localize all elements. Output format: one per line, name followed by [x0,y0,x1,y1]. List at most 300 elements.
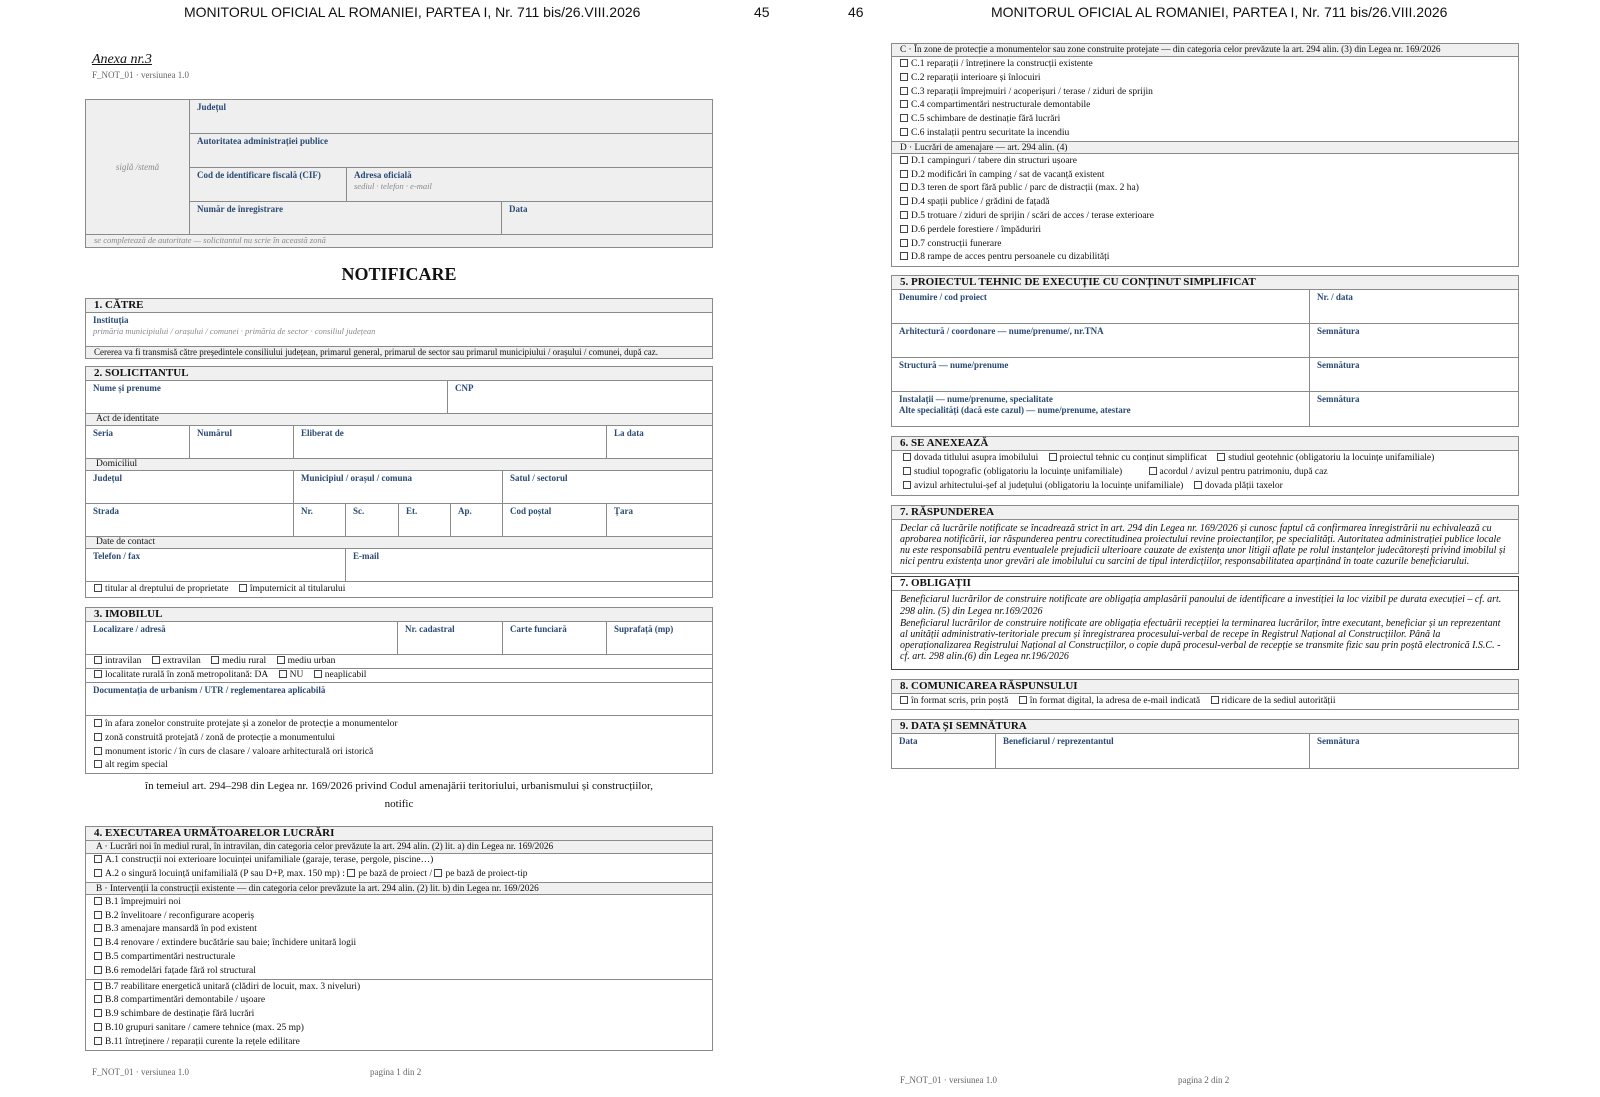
section-5-project [891,275,1519,427]
logo-placeholder: siglă /stemă [115,162,160,172]
item-label: D.5 trotuare / ziduri de sprijin / scări de acces / terase exterioare [911,210,1154,221]
installations-field[interactable] [892,392,1310,426]
cif-label: Cod de identificare fiscală (CIF) [197,170,321,180]
architecture-signature-field[interactable] [1310,324,1518,357]
urbanism-doc-field[interactable] [86,683,712,716]
street-field[interactable] [86,504,294,536]
checkbox[interactable] [1217,453,1225,461]
id-doc-subheader: Act de identitate [86,414,712,426]
checkbox[interactable] [900,211,908,219]
footer-1-page: pagina 1 din 2 [370,1067,422,1077]
checkbox[interactable] [94,1009,102,1017]
checkbox[interactable] [94,670,102,678]
section-1-title: 1. CĂTRE [86,299,712,313]
option-metro-na[interactable] [314,670,367,680]
item-b9[interactable] [86,1008,712,1022]
section-8-title: 8. COMUNICAREA RĂSPUNSULUI [892,680,1518,694]
item-label: D.2 modificări în camping / sat de vacanță existent [911,169,1105,180]
annex-title: Anexa nr.3 [92,52,152,67]
option-intravilan[interactable] [94,656,141,666]
signature-field[interactable] [1310,734,1518,768]
group-b-list-2 [86,980,712,1050]
authority-note: se completează de autoritate — solicitantul nu scrie în această zonă [94,235,326,245]
name-label: Nume și prenume [93,383,161,393]
item-label: C.1 reparații / întreținere la construcții existente [911,59,1093,69]
cnp-field[interactable] [448,381,712,413]
zone-option-3[interactable] [86,746,712,760]
option-owner[interactable] [94,584,228,594]
id-series-field[interactable] [86,426,190,458]
option-label: monument istoric / în curs de clasare / valoare arhitecturală ori istorică [105,746,374,757]
checkbox[interactable] [900,696,908,704]
institution-placeholder: primăria municipiului / orașului / comunei · primăria de sector · consiliul județean [93,326,376,336]
item-label: D.6 perdele forestiere / împăduriri [911,224,1042,235]
comm-post[interactable] [900,696,1008,706]
area-label: Suprafață (mp) [614,624,674,634]
item-label: B.1 împrejmuiri noi [105,896,181,907]
registration-date-field[interactable] [502,202,712,234]
checkbox[interactable] [279,670,287,678]
option-label: în afara zonelor construite protejate și a zonelor de protecție a monumentelor [105,719,398,729]
id-date-field[interactable] [607,426,712,458]
option-label: mediu urban [287,656,336,666]
email-field[interactable] [346,549,712,581]
architecture-field[interactable] [892,324,1310,357]
option-label: NU [289,670,304,680]
item-label: D.3 teren de sport fără public / parc de distracții (max. 2 ha) [911,183,1139,194]
structure-label: Structură — nume/prenume [899,360,1009,371]
page-1 [85,52,713,1051]
dom-judet-label: Județul [93,473,123,483]
comm-pickup[interactable] [1211,696,1336,706]
checkbox[interactable] [211,656,219,664]
institution-field[interactable] [86,313,712,347]
street-et-label: Et. [406,506,418,516]
dom-municipiu-label: Municipiul / orașul / comuna [301,473,413,483]
item-label: C.6 instalații pentru securitate la incendiu [911,127,1070,138]
checkbox[interactable] [900,128,908,136]
checkbox[interactable] [900,239,908,247]
cadastral-label: Nr. cadastral [405,624,455,634]
checkbox[interactable] [94,1023,102,1031]
email-label: E-mail [353,551,379,561]
checkbox[interactable] [94,656,102,664]
section-7-title: 7. RĂSPUNDEREA [892,506,1518,520]
section-9-title: 9. DATA ȘI SEMNĂTURA [892,720,1518,734]
document-title: NOTIFICARE [341,264,457,284]
item-label: D.7 construcții funerare [911,238,1002,249]
group-b-list-1 [86,895,712,980]
annex-row-3 [895,480,1518,494]
option-label: intravilan [105,656,142,666]
checkbox[interactable] [900,156,908,164]
option-label: dovada plății taxelor [1204,480,1283,491]
option-label: studiul topografic (obligatoriu la locuințe unifamiliale) [914,466,1123,477]
option-label: extravilan [162,656,201,666]
checkbox[interactable] [900,100,908,108]
checkbox[interactable] [903,467,911,475]
notify-word: notific [384,798,414,811]
group-c-header: C · În zone de protecție a monumentelor sau zone construite protejate — din categoria celor prevăzute la art. 294 alin. (3) din Legea nr. 169/2026 [892,44,1518,57]
item-a2[interactable]: A.2 o singură locuință unifamilială (P sau D+P, max. 150 mp) : pe bază de proiect / pe bază de proiect-tip [86,868,712,882]
checkbox[interactable] [900,170,908,178]
area-field[interactable] [607,622,712,654]
page-number-right: 46 [848,4,864,20]
structure-field[interactable] [892,358,1310,391]
domicile-subheader: Domiciliul [86,459,712,471]
checkbox[interactable] [900,225,908,233]
cadastral-field[interactable] [398,622,503,654]
option-metro-nu[interactable] [279,670,304,680]
item-label: B.7 reabilitare energetică unitară (clădiri de locuit, max. 3 niveluri) [105,981,361,992]
item-label: B.2 învelitoare / reconfigurare acoperiș [105,910,255,921]
section-2-solicitant [85,366,713,598]
authority-judet-label: Județul [197,102,227,112]
header-right: MONITORUL OFICIAL AL ROMANIEI, PARTEA I, Nr. 711 bis/26.VIII.2026 [991,4,1448,20]
phone-label: Telefon / fax [93,551,141,561]
option-label: avizul arhitectului-șef al județului (obligatoriu la locuințe unifamiliale) [914,480,1184,491]
item-label: B.5 compartimentări nestructurale [105,951,236,962]
checkbox[interactable] [347,869,355,877]
street-ap-field[interactable] [451,504,503,536]
group-b-header: B · Intervenții la construcții existente — din categoria celor prevăzute la art. 294 alin. (2) lit. b) din Legea nr. 169/2026 [86,882,712,895]
checkbox[interactable] [94,952,102,960]
checkbox[interactable] [434,869,442,877]
item-d2[interactable] [892,169,1518,183]
annex-row-1 [895,452,1518,466]
section-3-title: 3. IMOBILUL [86,608,712,622]
checkbox[interactable] [94,982,102,990]
other-specialties-label: Alte specialități (dacă este cazul) — nume/prenume, atestare [899,405,1131,416]
checkbox[interactable] [900,87,908,95]
item-label: B.11 întreținere / reparații curente la rețele edilitare [105,1036,300,1047]
zone-option-2[interactable] [86,732,712,746]
group-c-list [892,57,1518,141]
item-label: D.8 rampe de acces pentru persoanele cu dizabilități [911,252,1110,263]
project-number-field[interactable] [1310,290,1518,323]
checkbox[interactable] [94,966,102,974]
checkbox[interactable] [1049,453,1057,461]
item-b10[interactable] [86,1022,712,1036]
checkbox[interactable] [900,114,908,122]
section-6-annexes [891,436,1519,495]
authority-admin-label: Autoritatea administrației publice [197,136,328,146]
signature-date-field[interactable] [892,734,996,768]
legal-basis: în temeiul art. 294–298 din Legea nr. 169/2026 privind Codul amenajării teritoriului, urbanismului și construcțiilor, [145,780,653,793]
item-b1[interactable] [86,896,712,910]
section-2-title: 2. SOLICITANTUL [86,367,712,381]
obligations-text-1: Beneficiarul lucrărilor de construire notificate are obligația amplasării panoului de identificare a investiției la loc vizibil pe durata execuției – cf. art. 298 alin. (5) din Legea nr.169/2026 [900,594,1502,617]
footer-1-code: F_NOT_01 · versiunea 1.0 [92,1067,189,1077]
country-field[interactable] [607,504,712,536]
item-label: A.2 o singură locuință unifamilială (P sau D+P, max. 150 mp) : [105,868,345,879]
street-sc-label: Sc. [353,506,365,516]
option-label: dovada titlului asupra imobilului [914,453,1039,464]
annex-heritage[interactable] [1149,467,1328,477]
section-8-communication [891,679,1519,710]
section-6-title: 6. SE ANEXEAZĂ [892,437,1518,451]
section-4-lucrari [85,826,713,1050]
option-metro-da[interactable] [94,670,268,680]
option-owner-label: titular al dreptului de proprietate [105,584,229,594]
item-label: pe bază de proiect-tip [445,868,528,879]
checkbox[interactable] [94,760,102,768]
section-7-responsibility [891,505,1519,575]
item-label: B.10 grupuri sanitare / camere tehnice (max. 25 mp) [105,1022,304,1033]
location-label: Localizare / adresă [93,624,166,634]
item-b5[interactable] [86,951,712,965]
obligations-text-2: Beneficiarul lucrărilor de construire notificate are obligația efectuării recepției la terminarea lucrărilor, între executant, beneficiar și un reprezentant al unității administrativ-teritoriale precum și înregistrarea procesului-verbal de recepe în Registrul Național al Construcțiilor. Până la operaționalizarea Registrului Național al Construcțiilor, o copie după procesul-verbal de recepție se transmite fizic sau prin poștă electronică I.S.C. - cf. art. 298 alin.(6) din Legea nr.196/2026 [900,617,1501,663]
checkbox[interactable] [900,59,908,67]
item-label: C.2 reparații interioare și înlocuiri [911,72,1041,83]
annex-title-proof[interactable] [903,453,1038,463]
option-label: în format digital, la adresa de e-mail indicată [1029,695,1201,706]
project-number-label: Nr. / data [1317,292,1353,303]
checkbox[interactable] [94,897,102,905]
checkbox[interactable] [900,252,908,260]
item-label: D.4 spații publice / grădini de fațadă [911,197,1050,208]
page-number-left: 45 [754,4,770,20]
item-d4[interactable] [892,196,1518,210]
item-label: B.4 renovare / extindere bucătărie sau baie; închidere unitară logii [105,938,357,949]
registration-number-field[interactable] [190,202,502,234]
item-d3[interactable] [892,182,1518,196]
form-code: F_NOT_01 · versiunea 1.0 [92,70,189,80]
street-sc-field[interactable] [346,504,399,536]
id-issuer-label: Eliberat de [301,428,344,438]
signature-date-label: Data [899,735,918,746]
street-ap-label: Ap. [458,506,472,516]
section-4-continued [891,43,1519,267]
header-left: MONITORUL OFICIAL AL ROMANIEI, PARTEA I, Nr. 711 bis/26.VIII.2026 [184,4,641,20]
checkbox[interactable] [1019,696,1027,704]
group-a-header: A · Lucrări noi în mediul rural, în intravilan, din categoria celor prevăzute la art. 294 alin. (2) lit. a) din Legea nr. 169/2026 [86,841,712,854]
dom-municipiu-field[interactable] [294,471,503,503]
item-b3[interactable] [86,923,712,937]
item-c3[interactable] [892,86,1518,100]
urbanism-doc-label: Documentația de urbanism / UTR / reglementarea aplicabilă [93,685,326,695]
item-d5[interactable] [892,210,1518,224]
checkbox[interactable] [900,73,908,81]
project-name-field[interactable] [892,290,1310,323]
architecture-signature-label: Semnătura [1317,326,1360,337]
checkbox[interactable] [903,481,911,489]
item-label: D.1 campinguri / tabere din structuri ușoare [911,155,1077,166]
item-c4[interactable] [892,99,1518,113]
footer-2-code: F_NOT_01 · versiunea 1.0 [900,1075,997,1085]
id-number-field[interactable] [190,426,294,458]
checkbox[interactable] [94,869,102,877]
zone-option-4[interactable] [86,759,712,773]
id-number-label: Numărul [197,428,233,438]
land-book-label: Carte funciară [510,624,567,634]
group-d-list [892,154,1518,266]
option-proxy-label: împuternicit al titularului [249,584,346,594]
item-a1[interactable] [86,854,712,868]
item-b7[interactable] [86,981,712,995]
item-label: C.4 compartimentări nestructurale demontabile [911,100,1091,111]
item-b4[interactable] [86,937,712,951]
option-label: zonă construită protejată / zonă de protecție a monumentului [105,732,336,743]
cif-field[interactable] [190,168,347,201]
checkbox[interactable] [900,197,908,205]
item-c2[interactable] [892,72,1518,86]
checkbox[interactable] [94,1037,102,1045]
address-placeholder: sediul · telefon · e-mail [354,181,432,191]
id-date-label: La data [614,428,644,438]
address-label: Adresa oficială [354,170,412,180]
name-field[interactable] [86,381,448,413]
installations-signature-label: Semnătura [1317,394,1360,405]
checkbox[interactable] [239,584,247,592]
dom-sat-label: Satul / sectorul [510,473,568,483]
land-book-field[interactable] [503,622,607,654]
annex-topo[interactable] [903,467,1122,477]
dom-judet-field[interactable] [86,471,294,503]
item-d6[interactable] [892,224,1518,238]
contact-subheader: Date de contact [86,537,712,549]
authority-box [85,99,713,248]
structure-signature-label: Semnătura [1317,360,1360,371]
option-proxy[interactable] [239,584,346,594]
zone-option-1[interactable] [86,718,712,732]
beneficiary-field[interactable] [996,734,1310,768]
checkbox[interactable] [94,719,102,727]
item-label: pe bază de proiect [358,868,428,879]
option-label: mediu rural [222,656,267,666]
item-label: B.6 remodelări fațade fără rol structural [105,965,256,976]
phone-field[interactable] [86,549,346,581]
address-field[interactable] [347,168,712,201]
checkbox[interactable] [94,938,102,946]
street-nr-field[interactable] [294,504,346,536]
section-1-catre [85,298,713,359]
checkbox[interactable] [900,183,908,191]
footer-2-page: pagina 2 din 2 [1178,1075,1230,1085]
checkbox[interactable] [1194,481,1202,489]
option-label: neaplicabil [324,670,367,680]
option-extravilan[interactable] [152,656,201,666]
item-label: B.8 compartimentări demontabile / ușoare [105,995,266,1006]
checkbox[interactable] [903,453,911,461]
checkbox[interactable] [94,584,102,592]
location-field[interactable] [86,622,398,654]
option-label: acordul / avizul pentru patrimoniu, după caz [1159,466,1328,477]
cnp-label: CNP [455,383,474,393]
item-c1[interactable] [892,58,1518,72]
checkbox[interactable] [1211,696,1219,704]
annex-architect[interactable] [903,481,1183,491]
postal-code-field[interactable] [503,504,607,536]
item-label: C.5 schimbare de destinație fără lucrări [911,114,1061,125]
id-issuer-field[interactable] [294,426,607,458]
item-c5[interactable] [892,113,1518,127]
architecture-label: Arhitectură / coordonare — nume/prenume/, nr.TNA [899,326,1104,337]
option-label: localitate rurală în zonă metropolitană: DA [105,670,269,680]
project-name-label: Denumire / cod proiect [899,292,987,303]
zone-options [86,716,712,773]
beneficiary-label: Beneficiarul / reprezentantul [1003,735,1114,746]
item-label: A.1 construcții noi exterioare locuinței unifamiliale (garaje, terase, pergole, piscine…) [105,855,434,866]
item-label: B.9 schimbare de destinație fără lucrări [105,1009,255,1020]
group-d-header: D · Lucrări de amenajare — art. 294 alin. (4) [892,141,1518,154]
area-type-options [86,655,712,669]
responsibility-text: Declar că lucrările notificate se încadrează strict în art. 294 din Legea nr. 169/2026 și cunosc faptul că confirmarea înregistrării nu echivalează cu aprobarea notificării, iar răspunderea pentru corectitudinea proiectului revine proiectanților, pe specialități. Autoritatea administrației publice locale nu este responsabilă pentru eventualele prejudicii ulterioare cauzate de existența unor litigii aflate pe rolul instanțelor judecătorești privind imobilul și nici pentru existența unor grevări ale imobilului cu sarcini de tipul interdicțiilor, responsabilitatea aparținând în toate cazurile beneficiarului. [900,522,1506,568]
item-label: B.3 amenajare mansardă în pod existent [105,924,257,935]
checkbox[interactable] [94,911,102,919]
country-label: Țara [614,506,633,516]
logo-area [86,100,190,234]
section-1-note: Cererea va fi transmisă către președintele consiliului județean, primarul general, primarul de sector sau primarul municipiului / orașului / comunei, după caz. [86,347,712,358]
item-b2[interactable] [86,910,712,924]
communication-options [892,694,1518,709]
checkbox[interactable] [94,855,102,863]
section-3-imobil [85,607,713,774]
item-c6[interactable] [892,127,1518,141]
structure-signature-field[interactable] [1310,358,1518,391]
registration-number-label: Număr de înregistrare [197,204,283,214]
item-b8[interactable] [86,994,712,1008]
option-label: proiectul tehnic cu conținut simplificat [1059,453,1207,464]
street-et-field[interactable] [399,504,451,536]
item-d8[interactable] [892,251,1518,265]
annex-project[interactable] [1049,453,1207,463]
section-9-signature [891,719,1519,769]
option-urban[interactable] [277,656,336,666]
annex-row-2 [895,466,1518,480]
street-label: Strada [93,506,120,516]
option-label: alt regim special [105,760,168,771]
signature-label: Semnătura [1317,735,1360,746]
checkbox[interactable] [1149,467,1157,475]
registration-date-label: Data [509,204,528,214]
institution-label: Instituția [93,315,129,325]
option-label: ridicare de la sediul autorității [1221,695,1336,706]
checkbox[interactable] [94,733,102,741]
option-label: în format scris, prin poștă [911,695,1009,706]
obligations-title: 7. OBLIGAȚII [892,577,1518,591]
annex-fees[interactable] [1194,481,1283,491]
section-5-title: 5. PROIECTUL TEHNIC DE EXECUȚIE CU CONȚINUT SIMPLIFICAT [892,276,1518,290]
checkbox[interactable] [152,656,160,664]
installations-label: Instalații — nume/prenume, specialitate [899,394,1053,405]
checkbox[interactable] [94,995,102,1003]
dom-sat-field[interactable] [503,471,712,503]
checkbox[interactable] [94,747,102,755]
authority-admin-field[interactable] [190,134,712,168]
annex-geotech[interactable] [1217,453,1434,463]
option-label: studiul geotehnic (obligatoriu la locuințe unifamiliale) [1228,453,1435,464]
option-rural[interactable] [211,656,266,666]
street-nr-label: Nr. [301,506,313,516]
item-d1[interactable] [892,155,1518,169]
checkbox[interactable] [314,670,322,678]
section-4-title: 4. EXECUTAREA URMĂTOARELOR LUCRĂRI [86,827,712,841]
section-7-obligations [891,576,1519,669]
item-b11[interactable] [86,1036,712,1050]
checkbox[interactable] [277,656,285,664]
metropolitan-options [86,669,712,683]
authority-judet-field[interactable] [190,100,712,134]
page-2 [891,43,1519,769]
item-b6[interactable] [86,965,712,979]
item-d7[interactable] [892,238,1518,252]
item-label: C.3 reparații împrejmuiri / acoperișuri / terase / ziduri de sprijin [911,86,1153,97]
installations-signature-field[interactable] [1310,392,1518,426]
id-series-label: Seria [93,428,113,438]
checkbox[interactable] [94,924,102,932]
comm-email[interactable] [1019,696,1200,706]
